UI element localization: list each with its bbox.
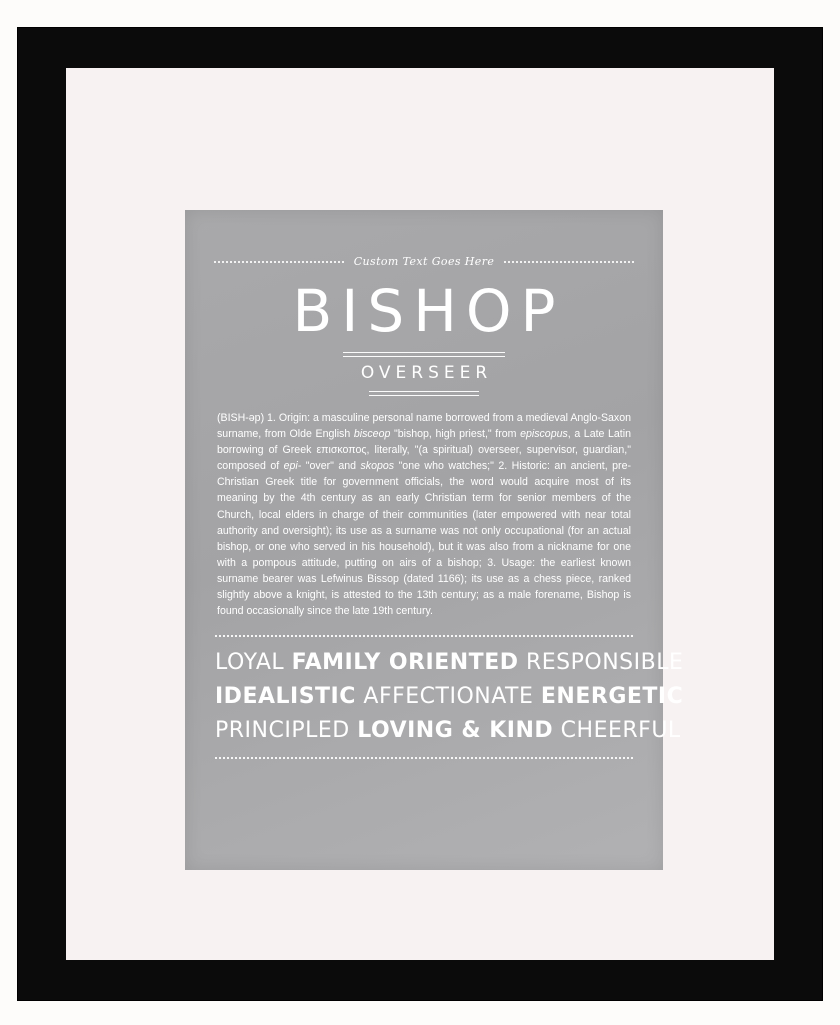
poster-meaning: OVERSEER [360,363,493,383]
definition-text: (BISH-əp) 1. Origin: a masculine personal name borrowed from a medieval Anglo-Saxon surname, from Olde English bisceop "bishop, high priest," from episcopus, a Late Latin borrowing of Greek επισκοπος, literally, "(a spiritual) overseer, supervisor, guardian," composed of epi- "over" and skopos "one who watches;" 2. Historic: an ancient, pre-Christian Greek title for government officials, the word would acquire most of its meaning by the 4th century as an early Christian term for senior members of the Church, local elders in charge of their communities (later empowered with near total authority and oversight); its use as a surname was not only occupational (for an actual bishop, or one who served in his household), but it was also from a nickname for one with a pompous attitude, putting on airs of a bishop; 3. Usage: the earliest known surname bearer was Lefwinus Bissop (dated 1166); its use as a chess piece, ranked slightly above a knight, is attested to the 13th century; as a male forename, Bishop is found occasionally since the late 19th century. [217,412,631,618]
dotted-separator [215,635,633,638]
trait-word: ENERGETIC [540,684,684,710]
custom-text: Custom Text Goes Here [353,254,495,268]
trait-word: PRINCIPLED [215,718,350,744]
trait-line [215,646,684,680]
trait-word: AFFECTIONATE [363,684,534,710]
trait-word: CHEERFUL [560,718,681,744]
mat-board [66,68,774,960]
double-rule-under-meaning [215,391,633,396]
dotted-line-left-icon [214,261,344,264]
rule-line [343,352,505,353]
rule-line [369,391,479,392]
trait-line [215,714,681,748]
picture-frame [18,28,822,1000]
rule-line [369,395,479,396]
trait-word: IDEALISTIC [215,684,356,710]
poster-name: BISHOP [292,277,565,345]
trait-line [215,680,684,714]
dotted-line-right-icon [504,261,634,264]
trait-word: LOYAL [215,650,285,676]
trait-word: RESPONSIBLE [525,650,684,676]
trait-word: LOVING & KIND [357,718,554,744]
dotted-separator [215,757,633,760]
rule-line [343,356,505,357]
traits-section [215,635,684,759]
custom-text-row [215,252,633,270]
name-art-poster [185,210,684,870]
double-rule-under-name [215,352,633,357]
trait-word: FAMILY ORIENTED [291,650,519,676]
